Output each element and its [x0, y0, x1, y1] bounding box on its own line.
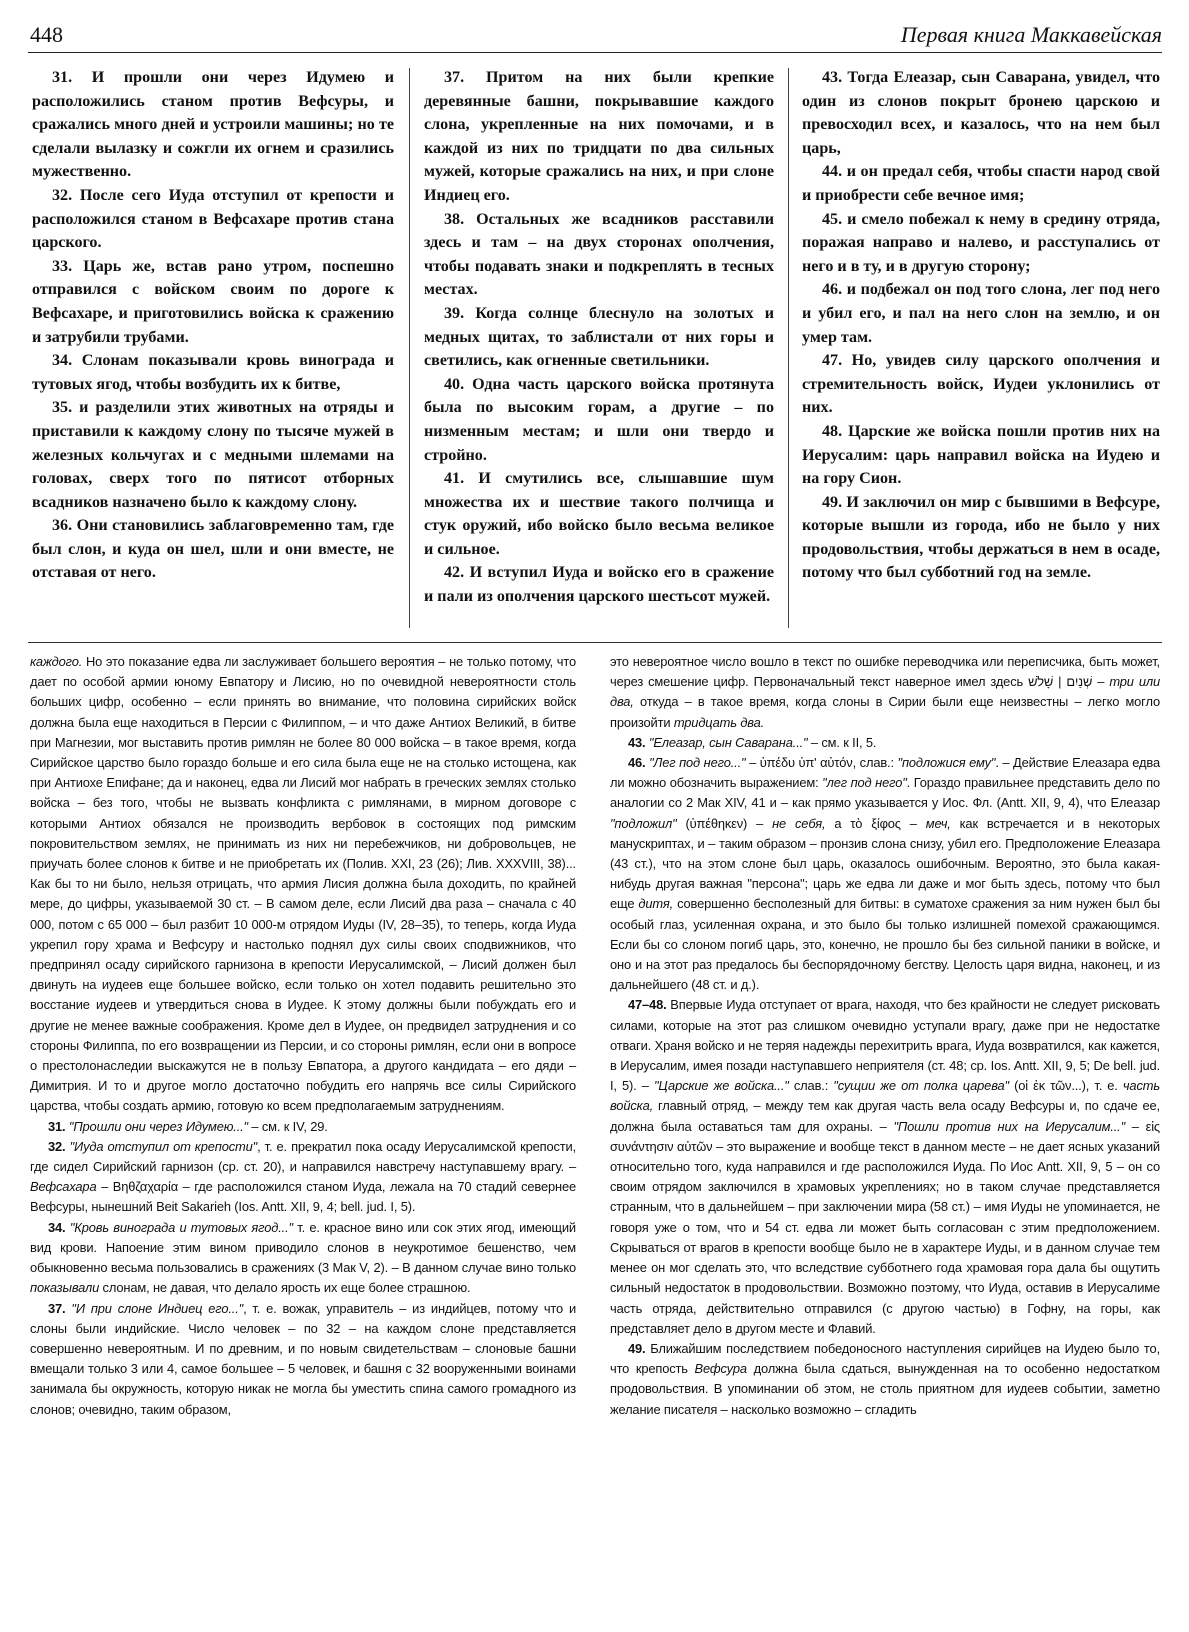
commentary-paragraph: это невероятное число вошло в текст по ошибке переводчика или переписчика, быть может, через смешение цифр. Первоначальный текст наверное имел здесь שְׁנַיִם | שָׁלֹשׁ – три или два, откуда – в такое время, когда слоны в Сирии были еще неизвестны – легко могло произойти тридцать два. [610, 654, 1160, 730]
verse-column-1 [32, 66, 394, 585]
commentary-note-47-48: 47–48. Впервые Иуда отступает от врага, находя, что без крайности не следует рисковать силами, которые на этот раз слишком очевидно уступали врагу, даже при не недостатке отваги. Храня войско и не теряя надежды перехитрить врага, Иуда возвратился, как кажется, в Иерусалим, имея позади наступавшего неприятеля (ст. 48; ср. Ios. Antt. XII, 9, 5; De bell. jud. I, 5). – "Царские же войска..." слав.: "сущии же от полка царева" (οἱ ἐκ τῶν...), т. е. часть войска, главный отряд, – между тем как другая часть вела осаду Вефсуры и, по сдаче ее, должна была оставаться там для охраны. – "Пошли против них на Иерусалим..." – εἰς συνάντησιν αὐτῶν – это выражение и вообще текст в данном месте – не дает ясных указаний относительно того, куда направился и где расположился Иуда. По Иос Antt. XII, 9, 5 – он со своим отрядом заключился в храмовых укреплениях; но в таком случае представляется странным, что в дальнейшем – при заключении мира (58 ст.) – имя Иуды не упоминается, не говоря уже о том, что и 54 ст. едва ли может быть согласован с этим предположением. Скрываться от врагов в крепости вообще было не в характере Иуды, и в данном случае тем менее он мог сделать это, что вследствие субботнего года храмовая гора дала бы ощутить сильный недостаток в продовольствии. Возможно поэтому, что Иуда, оставив в Иерусалиме часть отряда, действительно отправился (с другою частью) в Гофну, на горы, как представляет дело в другом месте и Флавий. [610, 997, 1160, 1336]
verse: 43. Тогда Елеазар, сын Саварана, увидел, что один из слонов покрыт бронею царскою и превосходил всех, и казалось, что на нем был царь, [802, 69, 1160, 157]
verse: 49. И заключил он мир с бывшими в Вефсуре, которые вышли из города, ибо не было у них продовольствия, чтобы держаться в нем в осаде, потому что был субботний год на земле. [802, 493, 1160, 582]
verse-column-3 [802, 66, 1160, 585]
verse: 35. и разделили этих животных на отряды и приставили к каждому слону по тысяче мужей в железных кольчугах и с медными шлемами на головах, сверх того по пятисот отборных всадников назначено было к каждому слону. [32, 399, 394, 511]
column-divider [788, 68, 789, 628]
page-number: 448 [30, 22, 63, 47]
commentary-note-46: 46. "Лег под него..." – ὑπέδυ ὑπ' αὐτόν, слав.: "подложися ему". – Действие Елеазара едва ли можно обозначить выражением: "лег под него". Гораздо правильнее представить дело по аналогии со 2 Мак XIV, 41 и – как прямо указывается у Иос. Фл. (Antt. XII, 9, 4), что Елеазар "подложил" (ὑπέθηκεν) – не себя, а τὸ ξίφος – меч, как встречается и в некоторых манускриптах, и – таким образом – пронзив слона снизу, убил его. Предположение Елеазара (43 ст.), что на этом слоне был царь, оказалось ошибочным. Вероятно, это была какая-нибудь другая важная "персона"; царь же едва ли даже и мог быть здесь, потому что был еще дитя, совершенно бесполезный для битвы: в суматохе сражения за ним нужен был бы особый глаз, усиленная охрана, и это было бы только излишней помехой сражающимся. Если бы со слоном погиб царь, это, конечно, не прошло бы без сильной паники в войске, и оно и на этот раз предалось бы беспорядочному бегству. Целость царя видна, наконец, и из дальнейшего (48 ст. и д.). [610, 755, 1161, 993]
commentary-note-32: 32. "Иуда отступил от крепости", т. е. прекратил пока осаду Иерусалимской крепости, где сидел Сирийский гарнизон (ср. ст. 20), и направился навстречу наступавшему врагу. – Вефсахара – Βηθζαχαρία – где расположился станом Иуда, лежала на 70 стадий севернее Вефсуры, нынешний Beit Sakarieh (Ios. Antt. XII, 9, 4; bell. jud. I, 5). [30, 1138, 577, 1215]
bible-text [28, 66, 1162, 634]
verse: 48. Царские же войска пошли против них на Иерусалим: царь направил войска на Иудею и на гору Сион. [802, 422, 1160, 488]
hebrew-text: שְׁנַיִם | שָׁלֹשׁ [1028, 674, 1093, 690]
commentary-note-43: 43. "Елеазар, сын Саварана..." – см. к II, 5. [628, 734, 877, 750]
verse: 38. Остальных же всадников расставили здесь и там – на двух сторонах ополчения, чтобы подавать знаки и подкреплять в тесных местах. [424, 210, 774, 299]
verse: 37. Притом на них были крепкие деревянные башни, покрывавшие каждого слона, укрепленные на них помочами, и в каждой из них по тридцати по два сильных мужей, которые сражались на них, и при слоне Индиец его. [424, 69, 774, 204]
verse: 34. Слонам показывали кровь винограда и тутовых ягод, чтобы возбудить их к битве, [32, 352, 394, 393]
verse: 41. И смутились все, слышавшие шум множества их и шествие такого полчища и стук оружий, ибо войско было весьма великое и сильное. [424, 470, 774, 558]
commentary-column-left [30, 652, 576, 1420]
verse: 47. Но, увидев силу царского ополчения и стремительность войск, Иудеи уклонились от них. [802, 352, 1160, 417]
page-header [28, 18, 1162, 53]
verse: 33. Царь же, встав рано утром, поспешно отправился с войском своим по дороге к Вефсахаре, и приготовились войска к сражению и затрубили трубами. [32, 257, 394, 346]
commentary-note-34: 34. "Кровь винограда и тутовых ягод..." т. е. красное вино или сок этих ягод, имеющий вид крови. Напоение этим вином приводило слонов в неукротимое бешенство, чем обыкновенно весьма пользовались в сражениях (3 Мак V, 2). – В данном случае вино только показывали слонам, не давая, что делало ярость их еще более страшною. [30, 1219, 576, 1296]
page [28, 18, 1162, 1618]
column-divider [409, 68, 410, 628]
verse: 39. Когда солнце блеснуло на золотых и медных щитах, то заблистали от них горы и светились, как огненные светильники. [424, 304, 774, 370]
verse: 32. После сего Иуда отступил от крепости и расположился станом в Вефсахаре против стана царского. [32, 186, 394, 252]
commentary-column-right [610, 652, 1160, 1420]
verse: 31. И прошли они через Идумею и расположились станом против Вефсуры, и сражались много дней и устроили машины; но те сделали вылазку и сожгли их огнем и сразились мужественно. [32, 69, 394, 181]
verse: 45. и смело побежал к нему в средину отряда, поражая направо и налево, и расступались от него и в ту, и в другую сторону; [802, 210, 1160, 275]
verse: 42. И вступил Иуда и войско его в сражение и пали из ополчения царского шестьсот мужей. [424, 564, 774, 606]
book-title: Первая книга Маккавейская [900, 22, 1162, 47]
commentary-note-37: 37. "И при слоне Индиец его...", т. е. вожак, управитель – из индийцев, потому что и слоны были индийские. Число человек – по 32 – на каждом слоне представляется совершенно невероятным. И по древним, и по новым свидетельствам – слоновые башни вмещали только 3 или 4, самое большее – 5 человек, и башня с 32 вооруженными воинами занимала бы окружность, которую никак не могла бы уместить спина самого громадного из слонов; очевидно, таким образом, [30, 1300, 576, 1417]
commentary-paragraph: каждого. Но это показание едва ли заслуживает большего вероятия – не только потому, что дает по особой армии юному Евпатору и Лисию, но по очевидной невероятности столь больших цифр, особенно – если принять во внимание, что половина сирийских войск должна была еще находиться в Персии с Филиппом, – и что даже Антиох Великий, в битве при Магнезии, мог выставить против римлян не более 80 000 войска – в такое время, когда Сирийское царство было гораздо больше и его сила была еще не на столько истощена, как при Антиохе Епифане; да и наконец, едва ли Лисий мог набрать в греческих землях столько войска – без того, чтобы не вызвать конфликта с римлянами, в мирном договоре с которыми Антиох обязался не производить вербовок в состоящих под римским покровительством землях, не принимать из них ни перебежчиков, ни добровольцев, не приучать более слонов к битве и не приобретать их (Полив. XXI, 23 (26); Лив. XXXVIII, 38)... Как бы то ни было, нельзя отрицать, что армия Лисия должна была доходить, по крайней мере, до цифры, указываемой 30 ст. – В самом деле, если Лисий два раза – сначала с 40 000, потом с 65 000 – был разбит 10 000-м отрядом Иуды (IV, 28–35), то теперь, когда Иуда укрепил гору храма и Вефсуру и настолько поднял дух силы своих сподвижников, что предпринял осаду сирийского гарнизона в крепости Иерусалимской, – Лисий должен был двинуть на иудеев еще большее войско, если только он хотел подавить решительно это восстание иудеев и утвердиться снова в Иудее. К этому должны были побуждать его и другие не менее важные соображения. Кроме дел в Иудее, он предвидел затруднения и со стороны Филиппа, по его возвращении из Персии, и со стороны римлян, если они в вопросе о престолонаследии выскажутся не в пользу Евпатора, а другого кандидата – его дяди – Димитрия. И то и другое могло достаточно побудить его напрячь все силы Сирийского царства, чтобы создать армию, готовую ко всем предполагаемым затруднениям. [30, 654, 576, 1114]
verse: 44. и он предал себя, чтобы спасти народ свой и приобрести себе вечное имя; [802, 163, 1160, 204]
verse: 40. Одна часть царского войска протянута была по высоким горам, а другие – по низменным местам; и шли они твердо и стройно. [424, 375, 774, 464]
verse: 36. Они становились заблаговременно там, где был слон, и куда он шел, шли и они вместе, не отставая от него. [32, 517, 394, 582]
verse: 46. и подбежал он под того слона, лег под него и убил его, и пал на него слон на землю, и он умер там. [802, 281, 1160, 346]
verse-column-2 [424, 66, 774, 609]
section-divider [28, 642, 1162, 643]
commentary-note-31: 31. "Прошли они через Идумею..." – см. к IV, 29. [48, 1118, 328, 1134]
commentary-note-49: 49. Ближайшим последствием победоносного наступления сирийцев на Иудею было то, что крепость Вефсура должна была сдаться, вынужденная на то особенно недостатком продовольствия. В упоминании об этом, не столь приятном для иудеев событии, заметно желание писателя – насколько возможно – сгладить [610, 1340, 1160, 1417]
